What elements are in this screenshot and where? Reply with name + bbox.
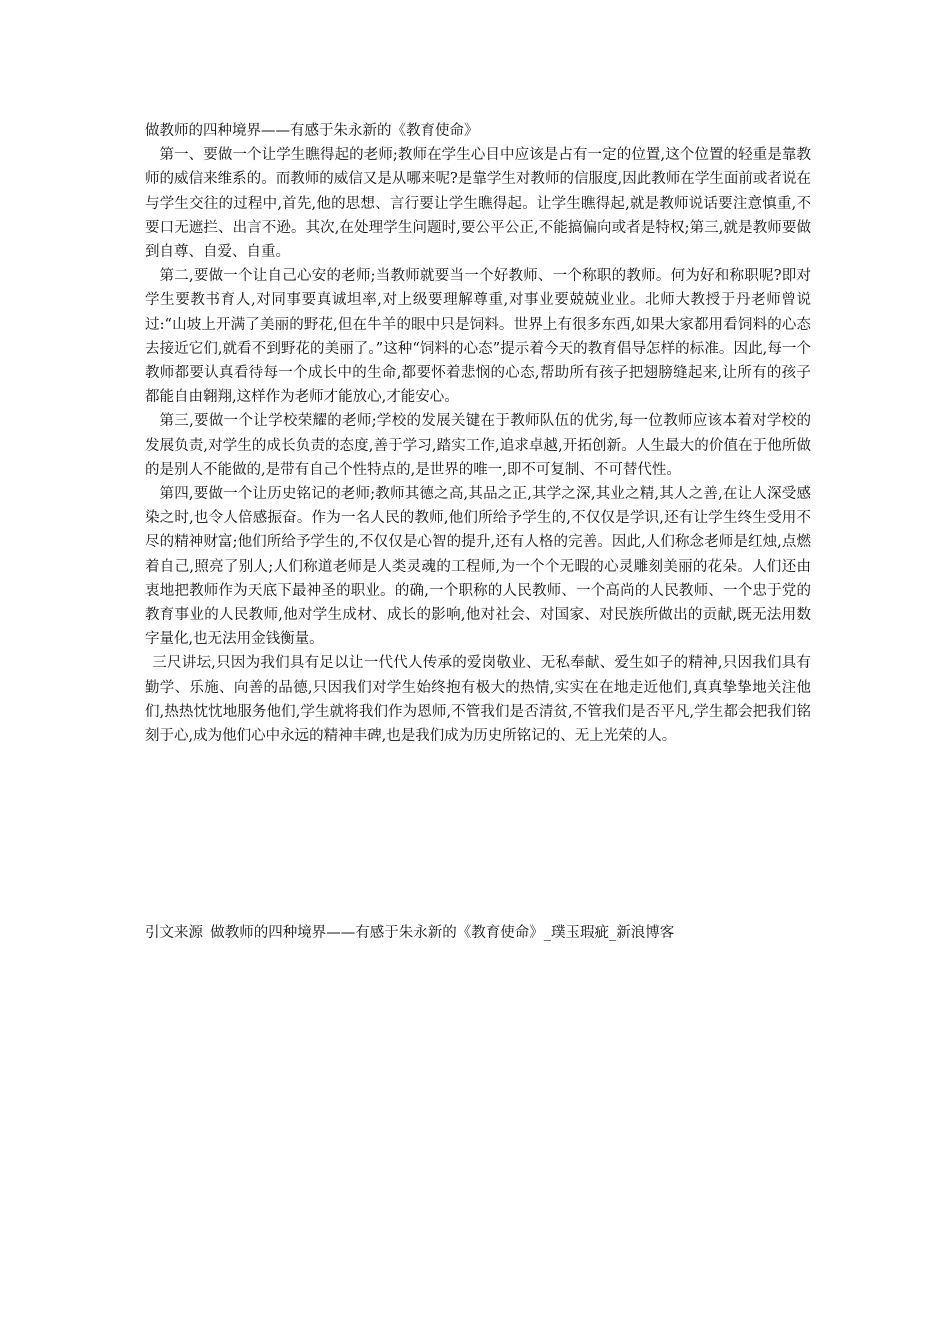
- paragraph-2: 第二,要做一个让自己心安的老师;当教师就要当一个好教师、一个称职的教师。何为好和称职呢?即对学生要教书育人,对同事要真诚坦率,对上级要理解尊重,对事业要兢兢业业。北师大教授于丹老师曾说过:“山坡上开满了美丽的野花,但在牛羊的眼中只是饲料。世界上有很多东西,如果大家都用看饲料的心态去接近它们,就看不到野花的美丽了。”这种“饲料的心态”提示着今天的教育倡导怎样的标准。因此,每一个教师都要认真看待每一个成长中的生命,都要怀着悲悯的心态,帮助所有孩子把翅膀缝起来,让所有的孩子都能自由翱翔,这样作为老师才能放心,才能安心。: [145, 268, 811, 406]
- paragraph-5: 三尺讲坛,只因为我们具有足以让一代代人传承的爱岗敬业、无私奉献、爱生如子的精神,只因我们具有勤学、乐施、向善的品德,只因我们对学生始终抱有极大的热情,实实在在地走近他们,真真挚挚地关注他们,热热忱忱地服务他们,学生就将我们作为恩师,不管我们是否清贫,不管我们是否平凡,学生都会把我们铭刻于心,成为他们心中永远的精神丰碑,也是我们成为历史所铭记的、无上光荣的人。: [145, 655, 811, 745]
- source-citation: [145, 921, 845, 945]
- paragraph-3: 第三,要做一个让学校荣耀的老师;学校的发展关键在于教师队伍的优劣,每一位教师应该本着对学校的发展负责,对学生的成长负责的态度,善于学习,踏实工作,追求卓越,开拓创新。人生最大的价值在于他所做的是别人不能做的,是带有自己个性特点的,是世界的唯一,即不可复制、不可替代性。: [145, 413, 811, 478]
- source-link[interactable]: 做教师的四种境界——有感于朱永新的《教育使命》_璞玉瑕疵_新浪博客: [210, 925, 675, 941]
- document-body: [145, 119, 811, 748]
- source-label: 引文来源: [145, 925, 203, 941]
- paragraph-1: 第一、要做一个让学生瞧得起的老师;教师在学生心目中应该是占有一定的位置,这个位置的轻重是靠教师的威信来维系的。而教师的威信又是从哪来呢?是靠学生对教师的信服度,因此教师在学生面前或者说在与学生交往的过程中,首先,他的思想、言行要让学生瞧得起。让学生瞧得起,就是教师说话要注意慎重,不要口无遮拦、出言不逊。其次,在处理学生问题时,要公平公正,不能搞偏向或者是特权;第三,就是教师要做到自尊、自爱、自重。: [145, 147, 811, 261]
- paragraph-4: 第四,要做一个让历史铭记的老师;教师其德之高,其品之正,其学之深,其业之精,其人之善,在让人深受感染之时,也令人倍感振奋。作为一名人民的教师,他们所给予学生的,不仅仅是学识,还有让学生终生受用不尽的精神财富;他们所给予学生的,不仅仅是心智的提升,还有人格的完善。因此,人们称念老师是红烛,点燃着自己,照亮了别人;人们称道老师是人类灵魂的工程师,为一个个无暇的心灵雕刻美丽的花朵。人们还由衷地把教师作为天底下最神圣的职业。的确,一个职称的人民教师、一个高尚的人民教师、一个忠于党的教育事业的人民教师,他对学生成材、成长的影响,他对社会、对国家、对民族所做出的贡献,既无法用数字量化,也无法用金钱衡量。: [145, 486, 811, 648]
- document-title: 做教师的四种境界——有感于朱永新的《教育使命》: [145, 123, 479, 139]
